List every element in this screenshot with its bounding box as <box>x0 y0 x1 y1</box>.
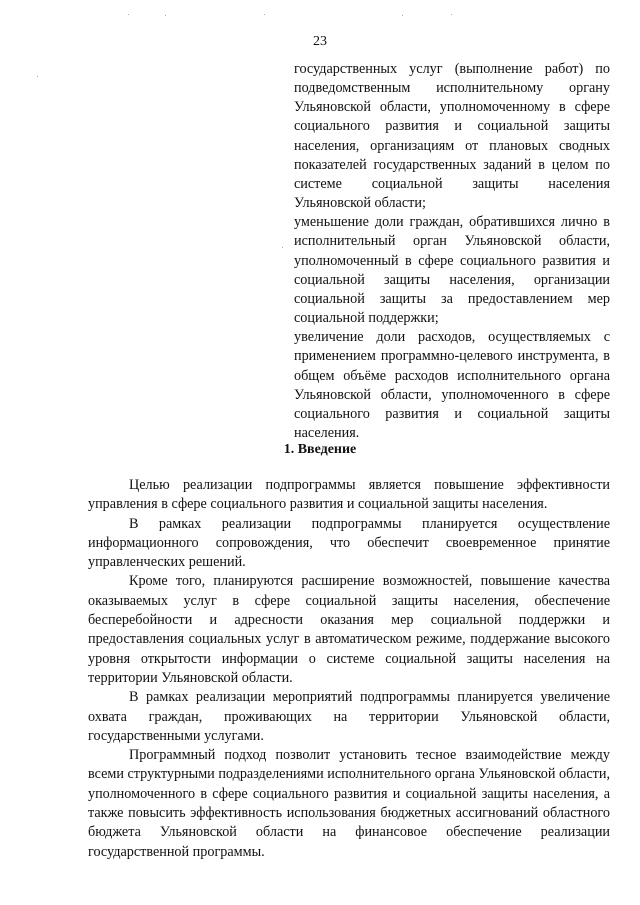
paragraph: В рамках реализации мероприятий подпрограммы планируется увеличение охвата граждан, проживающих на территории Ульяновской области, государственными услугами. <box>88 689 610 744</box>
paragraph: В рамках реализации подпрограммы планируется осуществление информационного сопровождения, что обеспечит своевременное принятие управленческих решений. <box>88 515 610 571</box>
list-item: увеличение доли расходов, осуществляемых с применением программно-целевого инструмента, в общем объёме расходов исполнительного органа Ульяновской области, уполномоченного в сфере социального развития и социальной защиты населения. <box>294 329 610 441</box>
section-body <box>88 476 610 862</box>
scan-speck <box>37 76 38 77</box>
scan-speck <box>282 247 283 248</box>
page-number: 23 <box>313 34 327 49</box>
scan-speck <box>128 14 129 15</box>
paragraph: Целью реализации подпрограммы является повышение эффективности управления в сфере социального развития и социальной защиты населения. <box>88 477 610 513</box>
paragraph: Программный подход позволит установить тесное взаимодействие между всеми структурными подразделениями исполнительного органа Ульяновской области, уполномоченного в сфере социального развития и социальной защиты населения, а также повысить эффективность использования бюджетных ассигнований областного бюджета Ульяновской области на финансовое обеспечение реализации государственной программы. <box>88 747 611 860</box>
section-heading: 1. Введение <box>283 442 357 457</box>
list-item: государственных услуг (выполнение работ) по подведомственным исполнительному органу Ульяновской области, уполномоченному в сфере социального развития и социальной защиты населения, организациям от плановых сводных показателей государственных заданий в целом по системе социальной защиты населения Ульяновской области; <box>294 61 610 212</box>
scan-speck <box>402 15 403 16</box>
scan-speck <box>264 14 265 15</box>
scan-speck <box>451 14 452 15</box>
paragraph: Кроме того, планируются расширение возможностей, повышение качества оказываемых услуг в сфере социальной защиты населения, обеспечение бесперебойности и адресности оказания мер социальной поддержки и предоставления социальных услуг в автоматическом режиме, поддержание высокого уровня открытости информации о системе социальной защиты населения на территории Ульяновской области. <box>88 573 610 686</box>
list-item: уменьшение доли граждан, обратившихся лично в исполнительный орган Ульяновской области, уполномоченный в сфере социального развития и социальной защиты населения, организации социальной защиты за предоставлением мер социальной поддержки; <box>294 214 610 327</box>
indicator-list <box>294 60 610 443</box>
scan-speck <box>165 15 166 16</box>
